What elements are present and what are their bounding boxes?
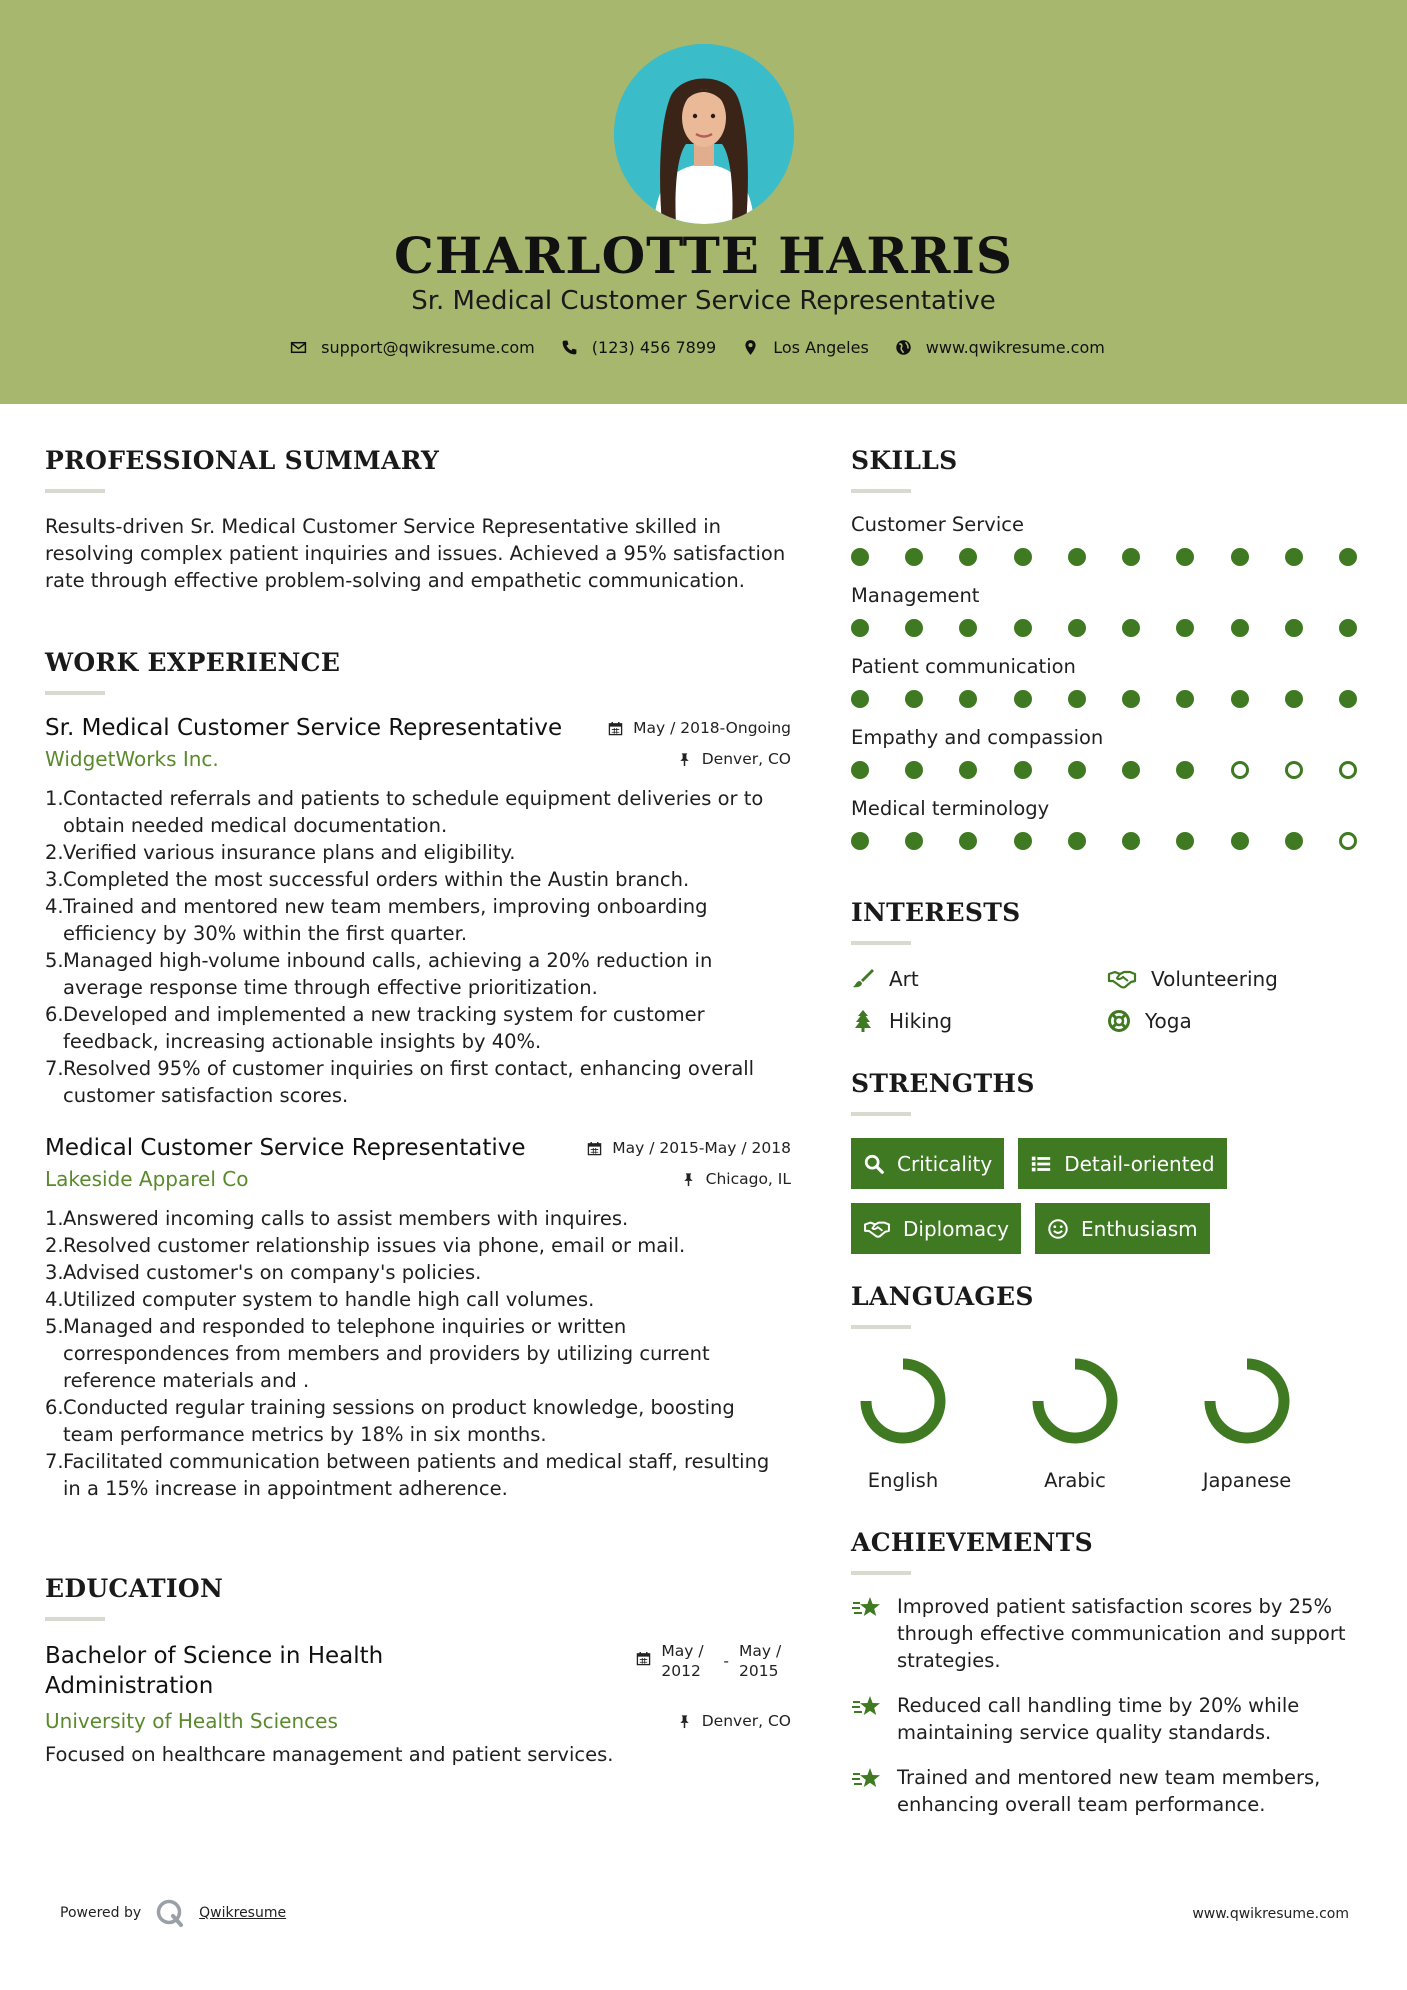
rating-dot-empty — [1339, 832, 1357, 850]
rating-dot-filled — [1068, 761, 1086, 779]
language-ring — [857, 1355, 949, 1447]
rating-dot-filled — [1176, 690, 1194, 708]
rating-dot-filled — [905, 832, 923, 850]
languages-heading: LANGUAGES — [851, 1282, 1034, 1311]
rating-dot-filled — [1014, 761, 1032, 779]
rating-dot-filled — [1014, 619, 1032, 637]
experience-divider — [45, 691, 105, 695]
job-bullet — [45, 947, 791, 1001]
job-bullet — [45, 1394, 791, 1448]
rating-dot-filled — [959, 548, 977, 566]
phone-icon — [561, 339, 578, 356]
bullet-text: Managed high-volume inbound calls, achieving a 20% reduction in average response time through effective prioritization. — [63, 949, 713, 999]
skills-divider — [851, 489, 911, 493]
job-entry — [45, 1135, 791, 1502]
rating-dot-filled — [1339, 690, 1357, 708]
job-bullet-list — [45, 785, 791, 1109]
candidate-name: CHARLOTTE HARRIS — [394, 226, 1013, 285]
footer-website[interactable]: www.qwikresume.com — [1192, 1906, 1349, 1922]
rating-dot-filled — [1176, 832, 1194, 850]
bullet-text: Advised customer's on company's policies. — [63, 1261, 482, 1284]
bullet-text: Verified various insurance plans and eligibility. — [63, 841, 516, 864]
date-separator: - — [723, 1652, 729, 1670]
achievements-heading: ACHIEVEMENTS — [851, 1528, 1093, 1557]
calendar-icon — [608, 721, 623, 736]
education-dates — [636, 1641, 791, 1681]
search-icon — [863, 1153, 885, 1175]
calendar-icon — [636, 1651, 651, 1666]
skill-label: Medical terminology — [851, 797, 1050, 820]
bullet-text: Contacted referrals and patients to schedule equipment deliveries or to obtain needed medical documentation. — [63, 787, 764, 837]
rating-dot-filled — [959, 761, 977, 779]
map-pin-icon — [742, 339, 759, 356]
skills-heading: SKILLS — [851, 446, 958, 475]
smile-icon — [1047, 1218, 1069, 1240]
job-location-text: Denver, CO — [701, 750, 791, 768]
achievement-item — [851, 1764, 1371, 1818]
bullet-number: 5. — [45, 949, 64, 972]
skill-rating — [851, 832, 1357, 850]
bullet-text: Resolved customer relationship issues via phone, email or mail. — [63, 1234, 686, 1257]
language-label: English — [867, 1469, 939, 1492]
qwikresume-link[interactable]: Qwikresume — [199, 1905, 287, 1921]
job-bullet — [45, 1055, 791, 1109]
contact-phone[interactable] — [561, 338, 716, 357]
rating-dot-filled — [1122, 832, 1140, 850]
job-bullet — [45, 785, 791, 839]
skill-label: Customer Service — [851, 513, 1024, 536]
language-item — [1029, 1355, 1121, 1492]
rating-dot-filled — [1122, 619, 1140, 637]
school-location-text: Denver, CO — [701, 1712, 791, 1730]
experience-section — [45, 648, 791, 1502]
rating-dot-filled — [1068, 832, 1086, 850]
achievement-item — [851, 1692, 1371, 1746]
bullet-number: 7. — [45, 1450, 64, 1473]
bullet-number: 6. — [45, 1003, 64, 1026]
envelope-icon — [290, 339, 307, 356]
rating-dot-filled — [851, 832, 869, 850]
rating-dot-filled — [1122, 761, 1140, 779]
rating-dot-filled — [1068, 619, 1086, 637]
person-portrait-icon — [614, 44, 794, 224]
rating-dot-filled — [851, 619, 869, 637]
strength-chip — [851, 1203, 1021, 1254]
job-dates — [608, 719, 791, 737]
interest-item — [851, 967, 1107, 991]
job-bullet — [45, 1001, 791, 1055]
summary-divider — [45, 489, 105, 493]
interest-label: Hiking — [889, 1009, 953, 1033]
contact-location-text: Los Angeles — [773, 338, 869, 357]
star-badge-icon — [851, 1595, 883, 1623]
job-bullet — [45, 1259, 791, 1286]
experience-heading: WORK EXPERIENCE — [45, 648, 341, 677]
bullet-text: Completed the most successful orders within the Austin branch. — [63, 868, 690, 891]
bullet-number: 1. — [45, 787, 64, 810]
language-label: Japanese — [1202, 1469, 1292, 1492]
skills-section — [851, 446, 1371, 850]
end-year: 2015 — [739, 1662, 779, 1680]
contact-bar — [0, 338, 1407, 357]
summary-section — [45, 446, 791, 594]
skill-item — [851, 655, 1371, 708]
rating-dot-filled — [1231, 690, 1249, 708]
rating-dot-filled — [1176, 619, 1194, 637]
candidate-headline: Sr. Medical Customer Service Representative — [411, 286, 996, 316]
summary-heading: PROFESSIONAL SUMMARY — [45, 446, 440, 475]
language-item — [1201, 1355, 1293, 1492]
language-label: Arabic — [1044, 1469, 1106, 1492]
pushpin-icon — [677, 1714, 692, 1729]
bullet-number: 3. — [45, 1261, 64, 1284]
profile-photo — [614, 44, 794, 224]
end-month: May / — [739, 1642, 782, 1660]
tree-icon — [851, 1009, 875, 1033]
skill-rating — [851, 761, 1357, 779]
interests-section — [851, 898, 1371, 1033]
skill-item — [851, 513, 1371, 566]
job-company: WidgetWorks Inc. — [45, 747, 219, 771]
contact-email-text: support@qwikresume.com — [321, 338, 535, 357]
rating-dot-empty — [1339, 761, 1357, 779]
rating-dot-empty — [1231, 761, 1249, 779]
rating-dot-filled — [1339, 619, 1357, 637]
strength-chip — [1018, 1138, 1226, 1189]
strength-chip — [851, 1138, 1004, 1189]
job-bullet — [45, 866, 791, 893]
bullet-text: Answered incoming calls to assist members with inquires. — [63, 1207, 629, 1230]
handshake-icon — [1107, 967, 1137, 991]
rating-dot-filled — [959, 619, 977, 637]
rating-dot-filled — [1122, 548, 1140, 566]
job-company: Lakeside Apparel Co — [45, 1167, 249, 1191]
rating-dot-filled — [959, 832, 977, 850]
job-title: Sr. Medical Customer Service Representative — [45, 715, 563, 741]
bullet-text: Trained and mentored new team members, improving onboarding efficiency by 30% within the first quarter. — [63, 895, 708, 945]
rating-dot-filled — [1014, 548, 1032, 566]
rating-dot-empty — [1285, 761, 1303, 779]
list-icon — [1030, 1153, 1052, 1175]
bullet-number: 2. — [45, 841, 64, 864]
job-dates-text: May / 2015-May / 2018 — [612, 1139, 791, 1157]
rating-dot-filled — [1068, 690, 1086, 708]
job-bullet — [45, 1286, 791, 1313]
bullet-number: 4. — [45, 895, 64, 918]
pushpin-icon — [677, 752, 692, 767]
bullet-text: Developed and implemented a new tracking system for customer feedback, increasing actionable insights by 40%. — [63, 1003, 705, 1053]
strengths-divider — [851, 1112, 911, 1116]
job-bullet — [45, 1205, 791, 1232]
rating-dot-filled — [851, 690, 869, 708]
rating-dot-filled — [1231, 548, 1249, 566]
education-divider — [45, 1617, 105, 1621]
bullet-number: 4. — [45, 1288, 64, 1311]
language-item — [857, 1355, 949, 1492]
pushpin-icon — [681, 1172, 696, 1187]
strengths-section — [851, 1069, 1371, 1254]
lifebuoy-icon — [1107, 1009, 1131, 1033]
interests-list — [851, 967, 1371, 1033]
job-bullet-list — [45, 1205, 791, 1502]
powered-by-label: Powered by — [60, 1905, 142, 1921]
education-heading: EDUCATION — [45, 1574, 224, 1603]
contact-website-text: www.qwikresume.com — [925, 338, 1105, 357]
job-location-text: Chicago, IL — [705, 1170, 791, 1188]
star-badge-icon — [851, 1694, 883, 1722]
rating-dot-filled — [1068, 548, 1086, 566]
job-location — [681, 1170, 791, 1188]
education-description: Focused on healthcare management and patient services. — [45, 1743, 614, 1766]
interests-heading: INTERESTS — [851, 898, 1021, 927]
bullet-text: Conducted regular training sessions on product knowledge, boosting team performance metrics by 18% in six months. — [63, 1396, 735, 1446]
rating-dot-filled — [959, 690, 977, 708]
resume-header — [0, 0, 1407, 404]
globe-icon — [895, 339, 912, 356]
strength-chip — [1035, 1203, 1210, 1254]
bullet-text: Resolved 95% of customer inquiries on first contact, enhancing overall customer satisfaction scores. — [63, 1057, 755, 1107]
interest-item — [1107, 1009, 1363, 1033]
skill-label: Empathy and compassion — [851, 726, 1104, 749]
job-bullet — [45, 839, 791, 866]
language-ring — [1029, 1355, 1121, 1447]
skill-rating — [851, 619, 1357, 637]
strength-label: Detail-oriented — [1064, 1151, 1215, 1176]
footer-powered-by — [60, 1898, 286, 1928]
skill-item — [851, 584, 1371, 637]
bullet-text: Managed and responded to telephone inquiries or written correspondences from members and providers by utilizing current reference materials and . — [63, 1315, 710, 1392]
job-title: Medical Customer Service Representative — [45, 1135, 526, 1161]
achievement-text: Trained and mentored new team members, enhancing overall team performance. — [897, 1766, 1321, 1816]
rating-dot-filled — [1014, 690, 1032, 708]
school-name: University of Health Sciences — [45, 1709, 338, 1733]
interest-label: Yoga — [1145, 1009, 1192, 1033]
rating-dot-filled — [1285, 690, 1303, 708]
education-start-date — [661, 1641, 713, 1681]
bullet-number: 6. — [45, 1396, 64, 1419]
achievements-divider — [851, 1571, 911, 1575]
summary-text: Results-driven Sr. Medical Customer Service Representative skilled in resolving complex patient inquiries and issues. Achieved a 95% satisfaction rate through effective problem-solving and empathetic communication. — [45, 515, 786, 592]
contact-location — [742, 338, 869, 357]
rating-dot-filled — [905, 690, 923, 708]
rating-dot-filled — [905, 548, 923, 566]
interest-item — [1107, 967, 1363, 991]
achievements-list — [851, 1593, 1371, 1818]
handshake-icon — [863, 1218, 891, 1240]
job-entry — [45, 715, 791, 1109]
skills-list — [851, 513, 1371, 850]
strengths-heading: STRENGTHS — [851, 1069, 1035, 1098]
rating-dot-filled — [1176, 548, 1194, 566]
bullet-number: 7. — [45, 1057, 64, 1080]
languages-divider — [851, 1325, 911, 1329]
bullet-text: Utilized computer system to handle high call volumes. — [63, 1288, 595, 1311]
contact-website[interactable] — [895, 338, 1105, 357]
interests-divider — [851, 941, 911, 945]
job-bullet — [45, 1313, 791, 1394]
job-bullet — [45, 1448, 791, 1502]
strength-label: Diplomacy — [903, 1216, 1010, 1241]
rating-dot-filled — [851, 548, 869, 566]
rating-dot-filled — [1285, 832, 1303, 850]
job-dates-text: May / 2018-Ongoing — [633, 719, 791, 737]
rating-dot-filled — [1285, 619, 1303, 637]
school-location — [677, 1712, 791, 1730]
paintbrush-icon — [851, 967, 875, 991]
skill-item — [851, 797, 1371, 850]
skill-rating — [851, 548, 1357, 566]
language-level-arc — [1038, 1364, 1112, 1438]
education-section — [45, 1574, 791, 1768]
bullet-number: 1. — [45, 1207, 64, 1230]
rating-dot-filled — [1231, 619, 1249, 637]
contact-phone-text: (123) 456 7899 — [591, 338, 717, 357]
language-ring — [1201, 1355, 1293, 1447]
rating-dot-filled — [1231, 832, 1249, 850]
interest-label: Volunteering — [1151, 967, 1278, 991]
star-badge-icon — [851, 1766, 883, 1794]
degree-title: Bachelor of Science in Health Administration — [45, 1643, 384, 1699]
interest-item — [851, 1009, 1107, 1033]
rating-dot-filled — [1122, 690, 1140, 708]
strength-label: Enthusiasm — [1081, 1216, 1198, 1241]
rating-dot-filled — [851, 761, 869, 779]
achievements-section — [851, 1528, 1371, 1818]
strengths-list — [851, 1138, 1371, 1254]
rating-dot-filled — [1014, 832, 1032, 850]
languages-list — [851, 1355, 1371, 1492]
rating-dot-filled — [1285, 548, 1303, 566]
qwikresume-logo-icon — [155, 1898, 185, 1928]
job-dates — [587, 1139, 791, 1157]
calendar-icon — [587, 1141, 602, 1156]
strength-label: Criticality — [897, 1151, 993, 1176]
interest-label: Art — [889, 967, 919, 991]
skill-rating — [851, 690, 1357, 708]
education-end-date — [739, 1641, 791, 1681]
achievement-item — [851, 1593, 1371, 1674]
start-year: 2012 — [661, 1662, 701, 1680]
rating-dot-filled — [1339, 548, 1357, 566]
bullet-number: 3. — [45, 868, 64, 891]
bullet-number: 5. — [45, 1315, 64, 1338]
job-bullet — [45, 893, 791, 947]
language-level-arc — [866, 1364, 940, 1438]
language-level-arc — [1210, 1364, 1284, 1438]
skill-label: Patient communication — [851, 655, 1076, 678]
skill-label: Management — [851, 584, 980, 607]
rating-dot-filled — [905, 619, 923, 637]
achievement-text: Reduced call handling time by 20% while maintaining service quality standards. — [897, 1694, 1300, 1744]
rating-dot-filled — [1176, 761, 1194, 779]
job-location — [677, 750, 791, 768]
languages-section — [851, 1282, 1371, 1492]
skill-item — [851, 726, 1371, 779]
rating-dot-filled — [905, 761, 923, 779]
bullet-text: Facilitated communication between patients and medical staff, resulting in a 15% increase in appointment adherence. — [63, 1450, 770, 1500]
achievement-text: Improved patient satisfaction scores by 25% through effective communication and support strategies. — [897, 1595, 1346, 1672]
contact-email[interactable] — [290, 338, 535, 357]
start-month: May / — [661, 1642, 704, 1660]
job-bullet — [45, 1232, 791, 1259]
bullet-number: 2. — [45, 1234, 64, 1257]
